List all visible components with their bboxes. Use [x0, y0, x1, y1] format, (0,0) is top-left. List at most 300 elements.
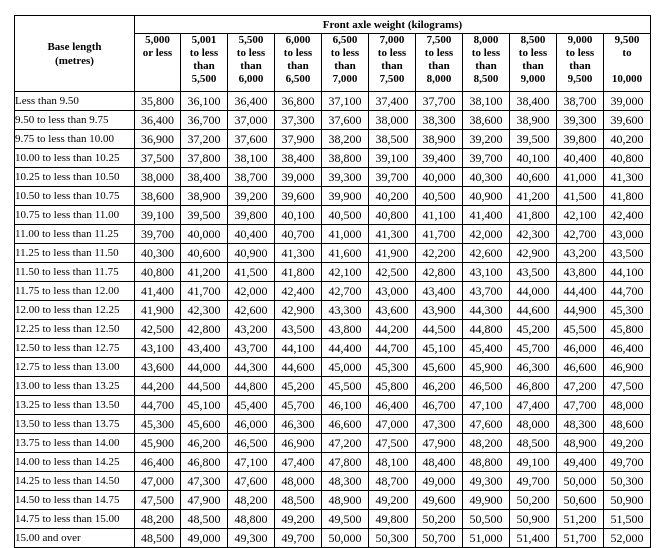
table-container: [14, 15, 651, 548]
table-cell: 45,600: [181, 415, 228, 434]
row-label: 11.00 to less than 11.25: [15, 225, 135, 244]
table-cell: 49,200: [369, 491, 416, 510]
table-row: [15, 320, 651, 339]
column-header-line: than: [240, 60, 262, 72]
table-cell: 43,400: [181, 339, 228, 358]
table-cell: 50,200: [510, 491, 557, 510]
weight-table: [14, 15, 651, 548]
table-cell: 35,800: [135, 92, 181, 111]
table-cell: 38,400: [510, 92, 557, 111]
table-cell: 37,800: [181, 149, 228, 168]
table-cell: 44,100: [275, 339, 322, 358]
column-header-line: than: [193, 60, 215, 72]
table-cell: 36,800: [275, 92, 322, 111]
table-cell: 39,800: [557, 130, 604, 149]
row-label: 10.00 to less than 10.25: [15, 149, 135, 168]
table-cell: 45,300: [369, 358, 416, 377]
table-row: [15, 301, 651, 320]
table-cell: 39,600: [604, 111, 651, 130]
table-cell: 42,700: [557, 225, 604, 244]
table-cell: 51,700: [557, 529, 604, 548]
column-header-line: than: [522, 60, 544, 72]
table-cell: 44,800: [463, 320, 510, 339]
table-cell: 38,400: [181, 168, 228, 187]
table-cell: 46,900: [275, 434, 322, 453]
table-cell: 36,400: [228, 92, 275, 111]
column-header: [228, 34, 275, 92]
table-cell: 40,900: [463, 187, 510, 206]
table-cell: 36,900: [135, 130, 181, 149]
table-cell: 43,500: [510, 263, 557, 282]
table-cell: 49,900: [463, 491, 510, 510]
table-cell: 48,500: [275, 491, 322, 510]
table-cell: 42,600: [228, 301, 275, 320]
table-cell: 47,900: [416, 434, 463, 453]
table-cell: 40,000: [416, 168, 463, 187]
table-cell: 50,900: [510, 510, 557, 529]
table-cell: 46,400: [135, 453, 181, 472]
table-cell: 44,300: [228, 358, 275, 377]
table-cell: 39,400: [416, 149, 463, 168]
column-header-line: 9,500: [567, 73, 593, 85]
column-header: [135, 34, 181, 92]
table-row: [15, 491, 651, 510]
table-cell: 36,700: [181, 111, 228, 130]
column-header-line: 5,500: [238, 34, 264, 46]
table-cell: 45,700: [275, 396, 322, 415]
table-cell: 43,100: [463, 263, 510, 282]
column-header-line: 8,000: [426, 73, 452, 85]
row-label: 14.75 to less than 15.00: [15, 510, 135, 529]
column-header-line: to: [622, 47, 632, 59]
table-row: [15, 396, 651, 415]
row-label: 12.75 to less than 13.00: [15, 358, 135, 377]
table-cell: 47,600: [463, 415, 510, 434]
table-cell: 48,800: [228, 510, 275, 529]
table-cell: 50,300: [604, 472, 651, 491]
table-cell: 50,600: [557, 491, 604, 510]
table-cell: 46,200: [181, 434, 228, 453]
column-header-line: 9,000: [520, 73, 546, 85]
column-header-line: 9,500: [614, 34, 640, 46]
column-header-line: 7,000: [332, 73, 358, 85]
table-cell: 42,000: [228, 282, 275, 301]
table-cell: 41,600: [322, 244, 369, 263]
table-cell: 42,400: [604, 206, 651, 225]
table-row: [15, 510, 651, 529]
row-label: Less than 9.50: [15, 92, 135, 111]
table-cell: 43,700: [463, 282, 510, 301]
table-cell: 46,400: [369, 396, 416, 415]
table-cell: 49,700: [510, 472, 557, 491]
table-row: [15, 244, 651, 263]
table-cell: 46,300: [510, 358, 557, 377]
table-cell: 37,600: [228, 130, 275, 149]
column-header: [181, 34, 228, 92]
column-header-line: 7,500: [426, 34, 452, 46]
row-label: 10.25 to less than 10.50: [15, 168, 135, 187]
table-cell: 39,000: [604, 92, 651, 111]
table-cell: 41,200: [181, 263, 228, 282]
table-cell: 48,200: [463, 434, 510, 453]
table-cell: 46,600: [557, 358, 604, 377]
table-cell: 39,900: [322, 187, 369, 206]
table-cell: 40,200: [369, 187, 416, 206]
table-row: [15, 187, 651, 206]
table-cell: 47,000: [369, 415, 416, 434]
table-cell: 41,800: [604, 187, 651, 206]
column-header-line: than: [287, 60, 309, 72]
table-cell: 43,200: [557, 244, 604, 263]
table-cell: 38,100: [228, 149, 275, 168]
table-cell: 44,400: [557, 282, 604, 301]
column-header: [463, 34, 510, 92]
table-cell: 49,200: [275, 510, 322, 529]
row-label: 11.50 to less than 11.75: [15, 263, 135, 282]
table-cell: 40,300: [135, 244, 181, 263]
table-cell: 46,600: [322, 415, 369, 434]
column-header-line: 5,001: [191, 34, 217, 46]
table-cell: 46,500: [463, 377, 510, 396]
table-cell: 38,700: [228, 168, 275, 187]
table-cell: 48,000: [604, 396, 651, 415]
table-row: [15, 149, 651, 168]
table-cell: 38,400: [275, 149, 322, 168]
table-cell: 39,100: [135, 206, 181, 225]
table-cell: 47,500: [135, 491, 181, 510]
table-cell: 46,200: [416, 377, 463, 396]
row-label: 15.00 and over: [15, 529, 135, 548]
table-row: [15, 168, 651, 187]
table-cell: 40,200: [604, 130, 651, 149]
table-cell: 50,300: [369, 529, 416, 548]
table-cell: 50,900: [604, 491, 651, 510]
table-cell: 40,400: [557, 149, 604, 168]
column-header: [322, 34, 369, 92]
table-cell: 48,000: [510, 415, 557, 434]
table-row: [15, 130, 651, 149]
row-label: 12.25 to less than 12.50: [15, 320, 135, 339]
table-cell: 47,100: [463, 396, 510, 415]
table-cell: 41,300: [604, 168, 651, 187]
column-header-line: than: [569, 60, 591, 72]
table-row: [15, 434, 651, 453]
row-label: 10.75 to less than 11.00: [15, 206, 135, 225]
table-cell: 43,500: [604, 244, 651, 263]
table-cell: 48,800: [463, 453, 510, 472]
table-row: [15, 472, 651, 491]
column-header-line: 8,000: [473, 34, 499, 46]
column-header-line: to less: [189, 47, 219, 59]
table-cell: 43,800: [322, 320, 369, 339]
table-row: [15, 92, 651, 111]
table-cell: 41,800: [510, 206, 557, 225]
table-cell: 41,800: [275, 263, 322, 282]
table-cell: 47,700: [557, 396, 604, 415]
table-row: [15, 529, 651, 548]
column-header-line: 6,000: [238, 73, 264, 85]
row-label: 13.25 to less than 13.50: [15, 396, 135, 415]
table-cell: 43,600: [369, 301, 416, 320]
table-cell: 44,000: [181, 358, 228, 377]
column-header-line: to less: [330, 47, 360, 59]
table-cell: 38,000: [369, 111, 416, 130]
column-header-line: [604, 60, 650, 73]
table-cell: 48,200: [135, 510, 181, 529]
table-cell: 42,500: [135, 320, 181, 339]
table-cell: 47,900: [181, 491, 228, 510]
table-cell: 49,700: [275, 529, 322, 548]
column-header-line: to less: [518, 47, 548, 59]
table-cell: 49,100: [510, 453, 557, 472]
table-cell: 47,500: [604, 377, 651, 396]
table-cell: 42,100: [322, 263, 369, 282]
table-cell: 43,000: [604, 225, 651, 244]
row-label: 9.50 to less than 9.75: [15, 111, 135, 130]
column-header-line: than: [428, 60, 450, 72]
table-cell: 46,000: [228, 415, 275, 434]
base-length-title: Base length: [47, 40, 102, 53]
table-cell: 39,100: [369, 149, 416, 168]
base-length-header: [15, 16, 135, 92]
column-header-line: 8,500: [473, 73, 499, 85]
table-cell: 44,200: [369, 320, 416, 339]
table-cell: 38,000: [135, 168, 181, 187]
table-cell: 42,300: [181, 301, 228, 320]
table-cell: 44,600: [510, 301, 557, 320]
row-label: 14.25 to less than 14.50: [15, 472, 135, 491]
table-cell: 46,300: [275, 415, 322, 434]
table-cell: 44,300: [463, 301, 510, 320]
table-cell: 45,600: [416, 358, 463, 377]
table-cell: 40,500: [322, 206, 369, 225]
table-row: [15, 206, 651, 225]
table-cell: 39,600: [275, 187, 322, 206]
table-cell: 42,900: [510, 244, 557, 263]
table-cell: 51,500: [604, 510, 651, 529]
table-cell: 41,900: [369, 244, 416, 263]
table-cell: 44,500: [416, 320, 463, 339]
table-cell: 48,300: [557, 415, 604, 434]
table-cell: 48,900: [557, 434, 604, 453]
row-label: 10.50 to less than 10.75: [15, 187, 135, 206]
table-cell: 39,200: [228, 187, 275, 206]
table-cell: 45,700: [510, 339, 557, 358]
table-cell: 40,800: [135, 263, 181, 282]
table-cell: 42,200: [416, 244, 463, 263]
table-cell: 40,800: [369, 206, 416, 225]
table-cell: 48,300: [322, 472, 369, 491]
table-cell: 47,800: [322, 453, 369, 472]
column-header-line: 7,500: [379, 73, 405, 85]
table-cell: 49,000: [181, 529, 228, 548]
table-cell: 41,500: [557, 187, 604, 206]
table-cell: 41,300: [275, 244, 322, 263]
table-cell: 49,000: [416, 472, 463, 491]
table-cell: 47,100: [228, 453, 275, 472]
table-cell: 45,500: [557, 320, 604, 339]
table-cell: 36,400: [135, 111, 181, 130]
table-cell: 49,600: [416, 491, 463, 510]
table-cell: 41,300: [369, 225, 416, 244]
table-cell: 38,900: [510, 111, 557, 130]
table-cell: 47,200: [557, 377, 604, 396]
table-cell: 48,400: [416, 453, 463, 472]
table-cell: 47,300: [416, 415, 463, 434]
table-cell: 44,900: [557, 301, 604, 320]
table-cell: 45,900: [463, 358, 510, 377]
table-cell: 42,000: [463, 225, 510, 244]
table-cell: 48,000: [275, 472, 322, 491]
column-header: [275, 34, 322, 92]
table-row: [15, 358, 651, 377]
column-header-line: 7,000: [379, 34, 405, 46]
table-cell: 46,800: [181, 453, 228, 472]
table-cell: 39,800: [228, 206, 275, 225]
table-row: [15, 263, 651, 282]
column-header-line: 5,500: [191, 73, 217, 85]
column-header: [510, 34, 557, 92]
table-cell: 42,700: [322, 282, 369, 301]
table-cell: 44,700: [135, 396, 181, 415]
table-cell: 43,300: [322, 301, 369, 320]
table-cell: 37,500: [135, 149, 181, 168]
column-header-line: to less: [424, 47, 454, 59]
table-cell: 49,200: [604, 434, 651, 453]
table-cell: 48,900: [322, 491, 369, 510]
table-cell: 43,600: [135, 358, 181, 377]
column-header-line: to less: [471, 47, 501, 59]
table-cell: 48,600: [604, 415, 651, 434]
column-header-line: 6,000: [285, 34, 311, 46]
table-cell: 37,600: [322, 111, 369, 130]
table-cell: 46,500: [228, 434, 275, 453]
column-header-line: to less: [283, 47, 313, 59]
table-cell: 45,800: [604, 320, 651, 339]
table-cell: 39,700: [135, 225, 181, 244]
row-label: 13.75 to less than 14.00: [15, 434, 135, 453]
table-cell: 43,400: [416, 282, 463, 301]
table-cell: 50,000: [557, 472, 604, 491]
table-cell: 41,200: [510, 187, 557, 206]
table-cell: 43,800: [557, 263, 604, 282]
column-header-line: 8,500: [520, 34, 546, 46]
table-cell: 41,500: [228, 263, 275, 282]
row-label: 13.50 to less than 13.75: [15, 415, 135, 434]
table-cell: 41,400: [463, 206, 510, 225]
table-cell: 38,600: [463, 111, 510, 130]
table-cell: 38,300: [416, 111, 463, 130]
table-cell: 45,400: [228, 396, 275, 415]
table-cell: 38,900: [181, 187, 228, 206]
table-cell: 40,100: [275, 206, 322, 225]
table-cell: 40,900: [228, 244, 275, 263]
table-cell: 42,800: [416, 263, 463, 282]
table-cell: 41,900: [135, 301, 181, 320]
table-cell: 42,800: [181, 320, 228, 339]
table-cell: 46,100: [322, 396, 369, 415]
table-cell: 45,200: [510, 320, 557, 339]
column-header-line: than: [334, 60, 356, 72]
table-cell: 41,000: [557, 168, 604, 187]
table-cell: 47,200: [322, 434, 369, 453]
table-cell: 46,400: [604, 339, 651, 358]
table-row: [15, 282, 651, 301]
table-cell: 49,300: [463, 472, 510, 491]
table-cell: 50,700: [416, 529, 463, 548]
table-cell: 45,100: [181, 396, 228, 415]
column-header: [557, 34, 604, 92]
table-cell: 49,300: [228, 529, 275, 548]
table-cell: 45,500: [322, 377, 369, 396]
table-cell: 37,200: [181, 130, 228, 149]
table-cell: 47,000: [135, 472, 181, 491]
table-cell: 40,500: [416, 187, 463, 206]
row-label: 14.50 to less than 14.75: [15, 491, 135, 510]
table-cell: 44,100: [604, 263, 651, 282]
table-cell: 42,100: [557, 206, 604, 225]
table-cell: 41,100: [416, 206, 463, 225]
table-row: [15, 225, 651, 244]
row-label: 12.00 to less than 12.25: [15, 301, 135, 320]
row-label: 14.00 to less than 14.25: [15, 453, 135, 472]
table-cell: 38,600: [135, 187, 181, 206]
table-cell: 46,700: [416, 396, 463, 415]
table-cell: 44,200: [135, 377, 181, 396]
column-header: [416, 34, 463, 92]
table-cell: 45,100: [416, 339, 463, 358]
table-cell: 37,300: [275, 111, 322, 130]
table-cell: 45,400: [463, 339, 510, 358]
table-cell: 44,600: [275, 358, 322, 377]
row-label: 13.00 to less than 13.25: [15, 377, 135, 396]
table-cell: 49,700: [604, 453, 651, 472]
column-header-line: 9,000: [567, 34, 593, 46]
table-cell: 46,800: [510, 377, 557, 396]
table-cell: 40,600: [181, 244, 228, 263]
table-cell: 51,000: [463, 529, 510, 548]
column-header-line: to less: [565, 47, 595, 59]
table-cell: 44,400: [322, 339, 369, 358]
column-header-line: 6,500: [332, 34, 358, 46]
table-cell: 41,700: [416, 225, 463, 244]
front-axle-header: Front axle weight (kilograms): [135, 16, 651, 34]
table-cell: 39,000: [275, 168, 322, 187]
table-cell: 37,000: [228, 111, 275, 130]
table-cell: 41,400: [135, 282, 181, 301]
header-row-top: [15, 16, 651, 34]
table-cell: 45,300: [604, 301, 651, 320]
row-label: 12.50 to less than 12.75: [15, 339, 135, 358]
table-cell: 48,200: [228, 491, 275, 510]
column-header-line: than: [475, 60, 497, 72]
table-cell: 44,700: [369, 339, 416, 358]
table-cell: 43,500: [275, 320, 322, 339]
table-cell: 39,500: [181, 206, 228, 225]
table-cell: 48,100: [369, 453, 416, 472]
table-cell: 43,200: [228, 320, 275, 339]
table-cell: 44,800: [228, 377, 275, 396]
table-cell: 40,700: [275, 225, 322, 244]
table-cell: 36,100: [181, 92, 228, 111]
table-cell: 40,100: [510, 149, 557, 168]
table-cell: 45,300: [135, 415, 181, 434]
table-row: [15, 453, 651, 472]
table-cell: 47,300: [181, 472, 228, 491]
table-cell: 37,900: [275, 130, 322, 149]
table-cell: 49,500: [322, 510, 369, 529]
table-cell: 47,500: [369, 434, 416, 453]
